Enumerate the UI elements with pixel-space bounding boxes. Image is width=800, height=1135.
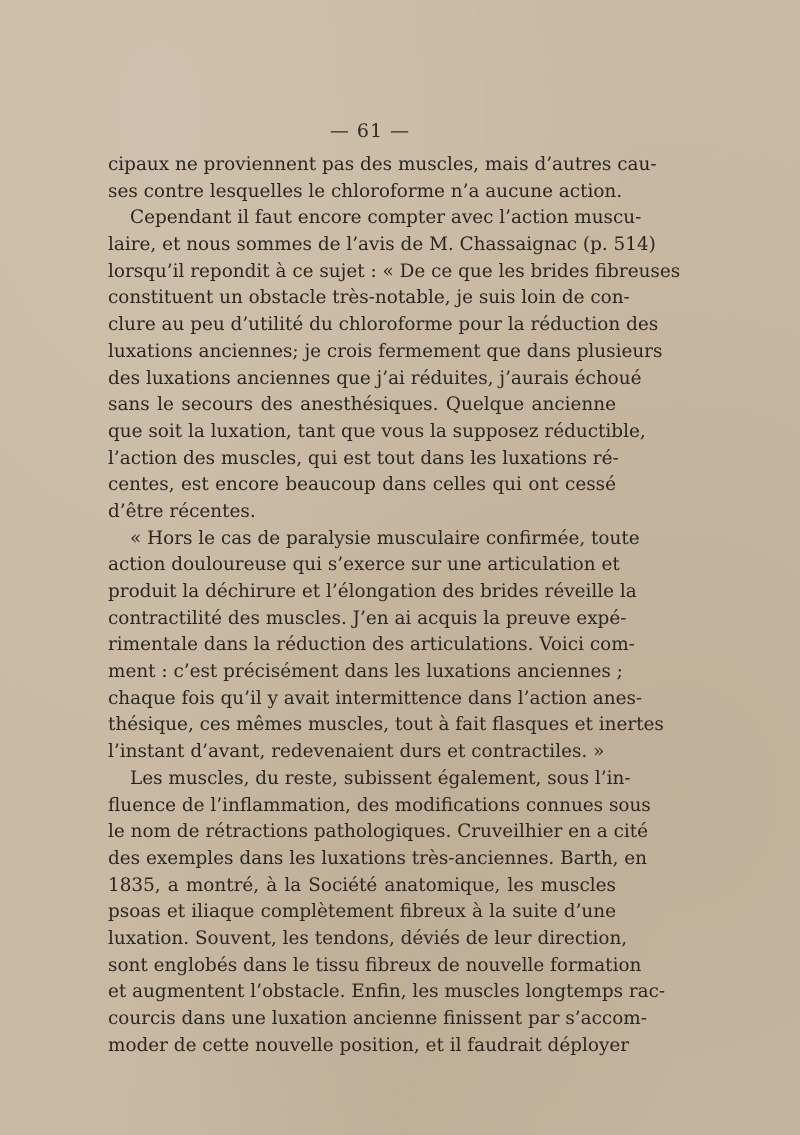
- text-line: lorsqu’il repondit à ce sujet : « De ce que les brides fibreuses: [108, 260, 681, 282]
- text-line: psoas et iliaque complètement fibreux à la suite d’une: [108, 901, 616, 923]
- text-line: 1835, a montré, à la Société anatomique, les muscles: [108, 874, 616, 896]
- text-line: Les muscles, du reste, subissent également, sous l’in-: [130, 767, 631, 789]
- text-line: « Hors le cas de paralysie musculaire confirmée, toute: [130, 527, 640, 549]
- text-line: sans le secours des anesthésiques. Quelque ancienne: [108, 394, 616, 416]
- text-line: action douloureuse qui s’exerce sur une articulation et: [108, 554, 620, 576]
- text-line: luxations anciennes; je crois fermement que dans plusieurs: [108, 340, 663, 362]
- text-line: produit la déchirure et l’élongation des brides réveille la: [108, 581, 637, 602]
- text-line: moder de cette nouvelle position, et il faudrait déployer: [108, 1034, 630, 1056]
- text-line: ment : c’est précisément dans les luxations anciennes ;: [108, 661, 623, 683]
- text-line: Cependant il faut encore compter avec l’action muscu-: [130, 207, 642, 229]
- text-line: l’instant d’avant, redevenaient durs et contractiles. »: [108, 741, 605, 763]
- text-line: thésique, ces mêmes muscles, tout à fait flasques et inertes: [108, 714, 664, 736]
- body-text: [108, 152, 681, 1059]
- text-line: cipaux ne proviennent pas des muscles, mais d’autres cau-: [108, 154, 657, 175]
- text-line: rimentale dans la réduction des articulations. Voici com-: [108, 634, 635, 656]
- text-line: clure au peu d’utilité du chloroforme pour la réduction des: [108, 314, 659, 336]
- text-line: des exemples dans les luxations très-anciennes. Barth, en: [108, 847, 648, 869]
- text-line: contractilité des muscles. J’en ai acquis la preuve expé-: [108, 607, 627, 629]
- text-line: et augmentent l’obstacle. Enfin, les muscles longtemps rac-: [108, 981, 666, 1003]
- text-line: le nom de rétractions pathologiques. Cruveilhier en a cité: [108, 821, 649, 843]
- text-line: d’être récentes.: [108, 500, 256, 522]
- text-line: chaque fois qu’il y avait intermittence dans l’action anes-: [108, 687, 643, 709]
- text-line: luxation. Souvent, les tendons, déviés de leur direction,: [108, 927, 628, 949]
- text-line: ses contre lesquelles le chloroforme n’a aucune action.: [108, 180, 623, 202]
- text-line: l’action des muscles, qui est tout dans les luxations ré-: [108, 447, 619, 469]
- text-line: laire, et nous sommes de l’avis de M. Chassaignac (p. 514): [108, 234, 656, 256]
- text-line: que soit la luxation, tant que vous la supposez réductible,: [108, 420, 646, 442]
- text-line: constituent un obstacle très-notable, je suis loin de con-: [108, 287, 630, 309]
- text-line: courcis dans une luxation ancienne finissent par s’accom-: [108, 1008, 647, 1029]
- text-line: centes, est encore beaucoup dans celles qui ont cessé: [108, 474, 616, 496]
- text-line: fluence de l’inflammation, des modifications connues sous: [108, 794, 651, 816]
- text-line: des luxations anciennes que j’ai réduites, j’aurais échoué: [108, 367, 642, 389]
- text-line: sont englobés dans le tissu fibreux de nouvelle formation: [108, 954, 642, 976]
- page-number: — 61 —: [329, 120, 411, 142]
